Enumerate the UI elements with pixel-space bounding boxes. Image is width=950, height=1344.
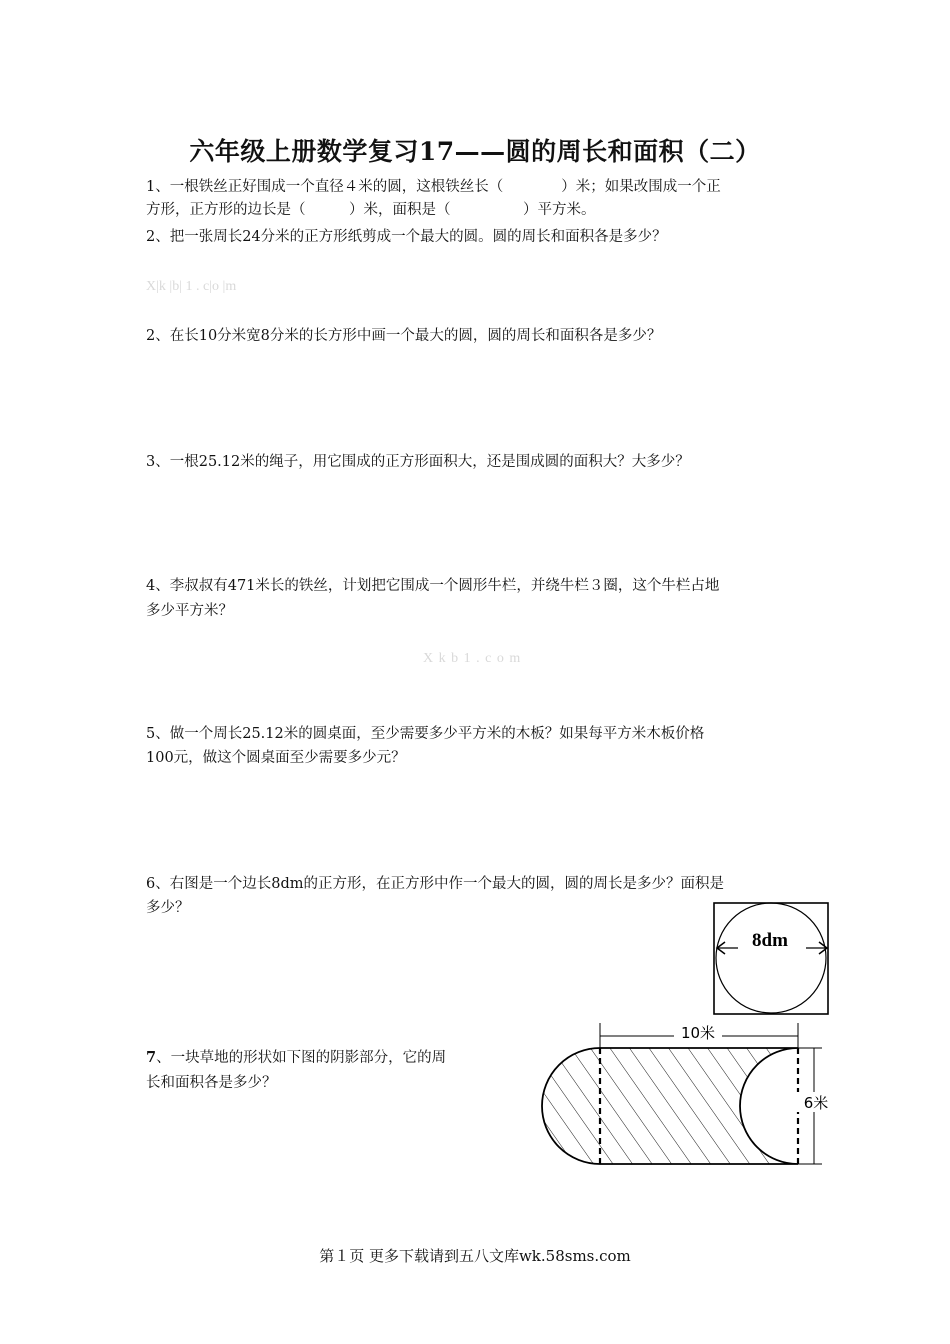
page-footer: 第１页 更多下载请到五八文库wk.58sms.com: [319, 1247, 631, 1265]
question-7-line-1: [146, 1047, 446, 1069]
question-4-line-2: 多少平方米？: [146, 603, 233, 619]
left-arrow: [717, 942, 738, 954]
square-circle-figure: [708, 898, 838, 1018]
question-5-line-1: 5、做一个周长25.12米的圆桌面，至少需要多少平方米的木板？如果每平方米木板价格: [146, 726, 705, 742]
lawn-figure: [530, 1018, 840, 1178]
question-3: 3、一根25.12米的绳子，用它围成的正方形面积大，还是围成圆的面积大？大多少？: [146, 454, 690, 470]
length-label: 10米: [680, 1024, 716, 1042]
question-1-line-2: 方形，正方形的边长是（ ）米，面积是（ ）平方米。: [146, 202, 596, 218]
question-1-line-1: 1、一根铁丝正好围成一个直径４米的圆，这根铁丝长（ ）米；如果改围成一个正: [146, 179, 721, 195]
question-7-text: 、一块草地的形状如下图的阴影部分，它的周: [156, 1050, 447, 1066]
question-5-line-2: 100元，做这个圆桌面至少需要多少元？: [146, 750, 406, 766]
question-4-line-1: 4、李叔叔有471米长的铁丝，计划把它围成一个圆形牛栏，并绕牛栏３圈，这个牛栏占地: [146, 578, 720, 594]
shaded-region: [542, 1048, 798, 1164]
question-7-number: 7: [146, 1049, 157, 1066]
question-2b: 2、在长10分米宽8分米的长方形中画一个最大的圆，圆的周长和面积各是多少？: [146, 328, 662, 344]
inscribed-circle: [716, 903, 826, 1013]
question-6-line-2: 多少？: [146, 900, 190, 916]
width-label: 6米: [803, 1094, 829, 1112]
watermark-xkb1-com: X k b 1 . c o m: [423, 651, 522, 666]
diameter-label: 8dm: [752, 930, 788, 951]
question-6-line-1: 6、右图是一个边长8dm的正方形，在正方形中作一个最大的圆，圆的周长是多少？面积是: [146, 876, 724, 892]
page-title: 六年级上册数学复习17——圆的周长和面积（二）: [189, 137, 761, 166]
watermark-xkb1: X|k |b| 1 . c|o |m: [146, 279, 237, 294]
question-7-line-2: 长和面积各是多少？: [146, 1075, 277, 1091]
question-2a: 2、把一张周长24分米的正方形纸剪成一个最大的圆。圆的周长和面积各是多少？: [146, 229, 667, 245]
